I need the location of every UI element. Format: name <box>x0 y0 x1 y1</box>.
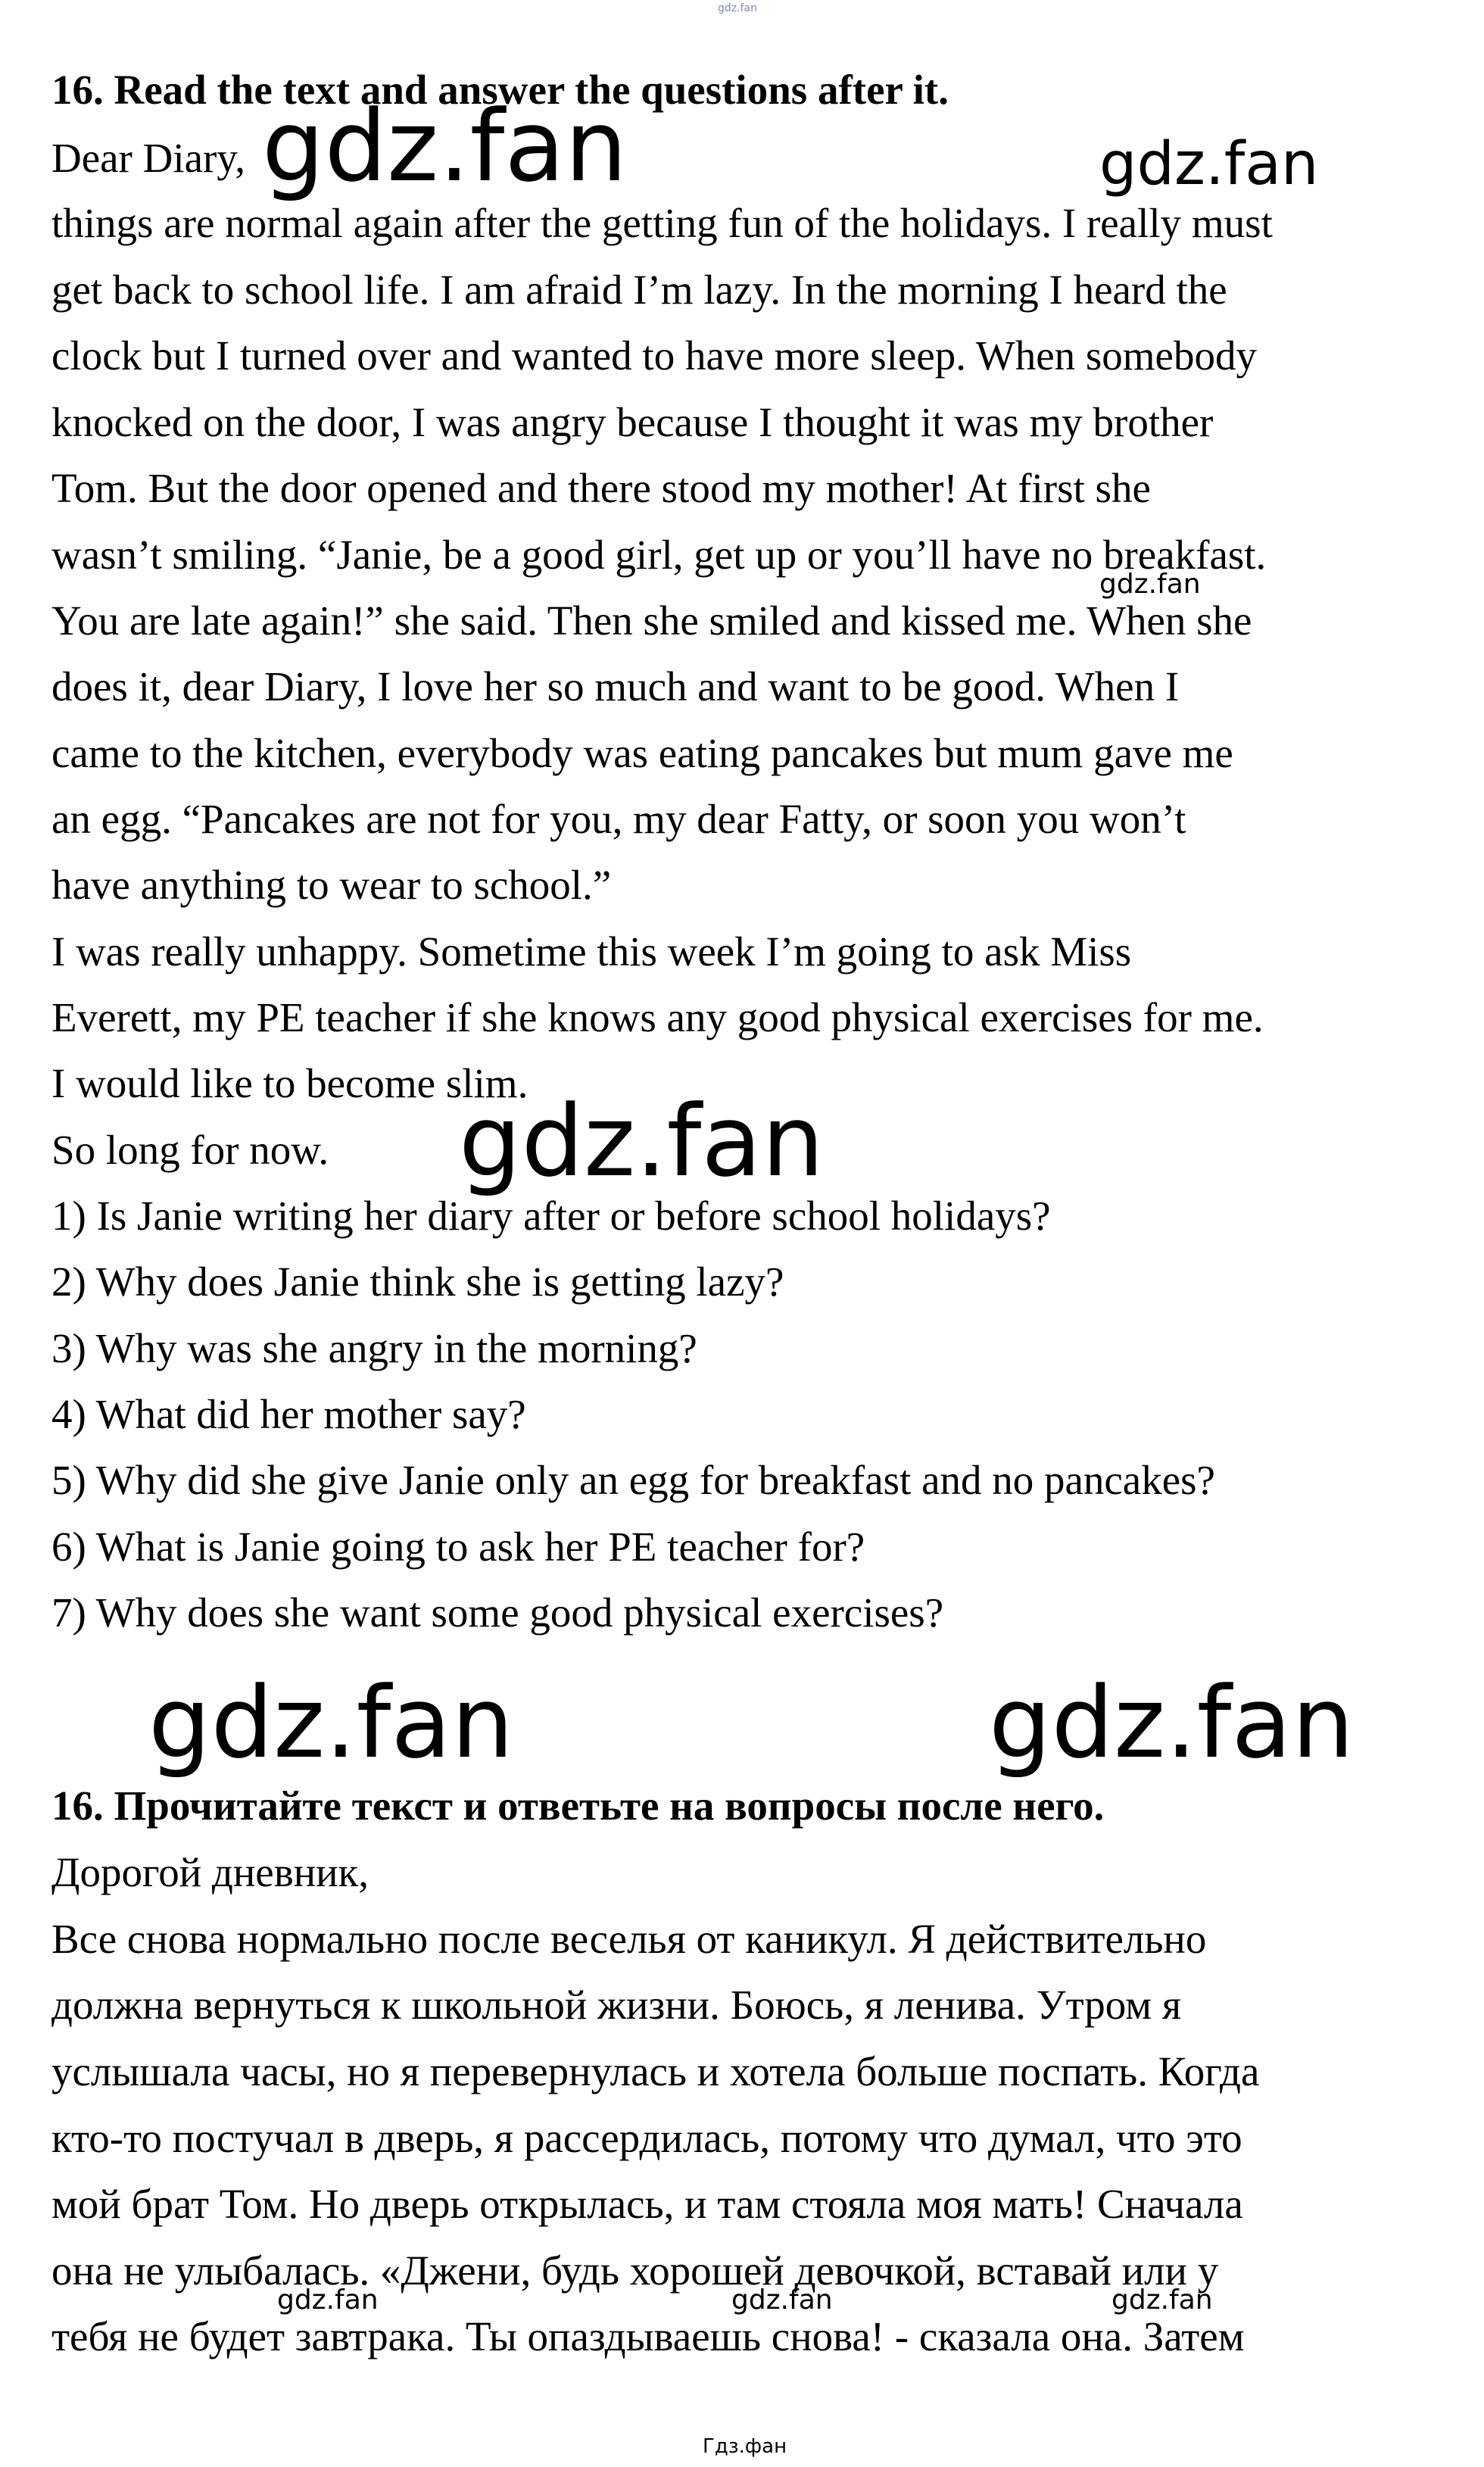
question-item: 7) Why does she want some good physical exercises? <box>51 1589 944 1636</box>
watermark: gdz.fan <box>262 89 628 204</box>
english-line: Everett, my PE teacher if she knows any good physical exercises for me. <box>51 994 1264 1040</box>
watermark: gdz.fan <box>148 1665 514 1780</box>
russian-line: кто-то постучал в дверь, я рассердилась, потому что думал, что это <box>51 2115 1242 2161</box>
watermark: gdz.fan <box>989 1665 1355 1780</box>
english-line: I was really unhappy. Sometime this week I’m going to ask Miss <box>51 928 1132 975</box>
english-line: get back to school life. I am afraid I’m lazy. In the morning I heard the <box>51 267 1227 313</box>
question-item: 1) Is Janie writing her diary after or before school holidays? <box>51 1193 1051 1239</box>
english-line: Tom. But the door opened and there stood my mother! At first she <box>51 465 1151 511</box>
russian-line: она не улыбалась. «Джени, будь хорошей девочкой, вставай или у <box>51 2247 1219 2294</box>
watermark: gdz.fan <box>1099 130 1319 198</box>
russian-line: должна вернуться к школьной жизни. Боюсь, я ленива. Утром я <box>51 1982 1182 2028</box>
english-line: things are normal again after the getting fun of the holidays. I really must <box>51 200 1273 246</box>
english-line: does it, dear Diary, I love her so much and want to be good. When I <box>51 663 1180 710</box>
russian-heading: 16. Прочитайте текст и ответьте на вопросы после него. <box>51 1782 1105 1829</box>
english-line: So long for now. <box>51 1127 329 1173</box>
russian-greeting: Дорогой дневник, <box>51 1849 369 1895</box>
watermark: gdz.fan <box>277 2285 379 2316</box>
english-heading: 16. Read the text and answer the questions after it. <box>51 67 949 113</box>
watermark: gdz.fan <box>1111 2285 1213 2316</box>
question-item: 6) What is Janie going to ask her PE teacher for? <box>51 1524 865 1570</box>
english-line: have anything to wear to school.” <box>51 862 612 908</box>
watermark: gdz.fan <box>1099 569 1201 600</box>
russian-line: Все снова нормально после веселья от каникул. Я действительно <box>51 1916 1207 1962</box>
watermark: gdz.fan <box>459 1084 825 1199</box>
english-line: knocked on the door, I was angry because I thought it was my brother <box>51 399 1214 445</box>
russian-line: мой брат Том. Но дверь открылась, и там стояла моя мать! Сначала <box>51 2181 1243 2227</box>
english-line: came to the kitchen, everybody was eating pancakes but mum gave me <box>51 730 1233 776</box>
english-line: clock but I turned over and wanted to have more sleep. When somebody <box>51 332 1257 379</box>
russian-line: тебя не будет завтрака. Ты опаздываешь снова! - сказала она. Затем <box>51 2313 1245 2359</box>
english-line: I would like to become slim. <box>51 1060 528 1106</box>
english-line: wasn’t smiling. “Janie, be a good girl, get up or you’ll have no breakfast. <box>51 532 1267 578</box>
top-watermark: gdz.fan <box>718 2 757 14</box>
question-item: 2) Why does Janie think she is getting lazy? <box>51 1258 784 1305</box>
question-item: 5) Why did she give Janie only an egg for breakfast and no pancakes? <box>51 1457 1215 1503</box>
english-line: You are late again!” she said. Then she smiled and kissed me. When she <box>51 597 1252 644</box>
question-item: 4) What did her mother say? <box>51 1391 526 1437</box>
watermark: gdz.fan <box>731 2285 833 2316</box>
english-line: an egg. “Pancakes are not for you, my dear Fatty, or soon you won’t <box>51 796 1186 842</box>
russian-line: услышала часы, но я перевернулась и хотела больше поспать. Когда <box>51 2048 1260 2094</box>
question-item: 3) Why was she angry in the morning? <box>51 1325 697 1371</box>
english-greeting: Dear Diary, <box>51 135 246 181</box>
footer-watermark: Гдз.фан <box>703 2435 787 2458</box>
